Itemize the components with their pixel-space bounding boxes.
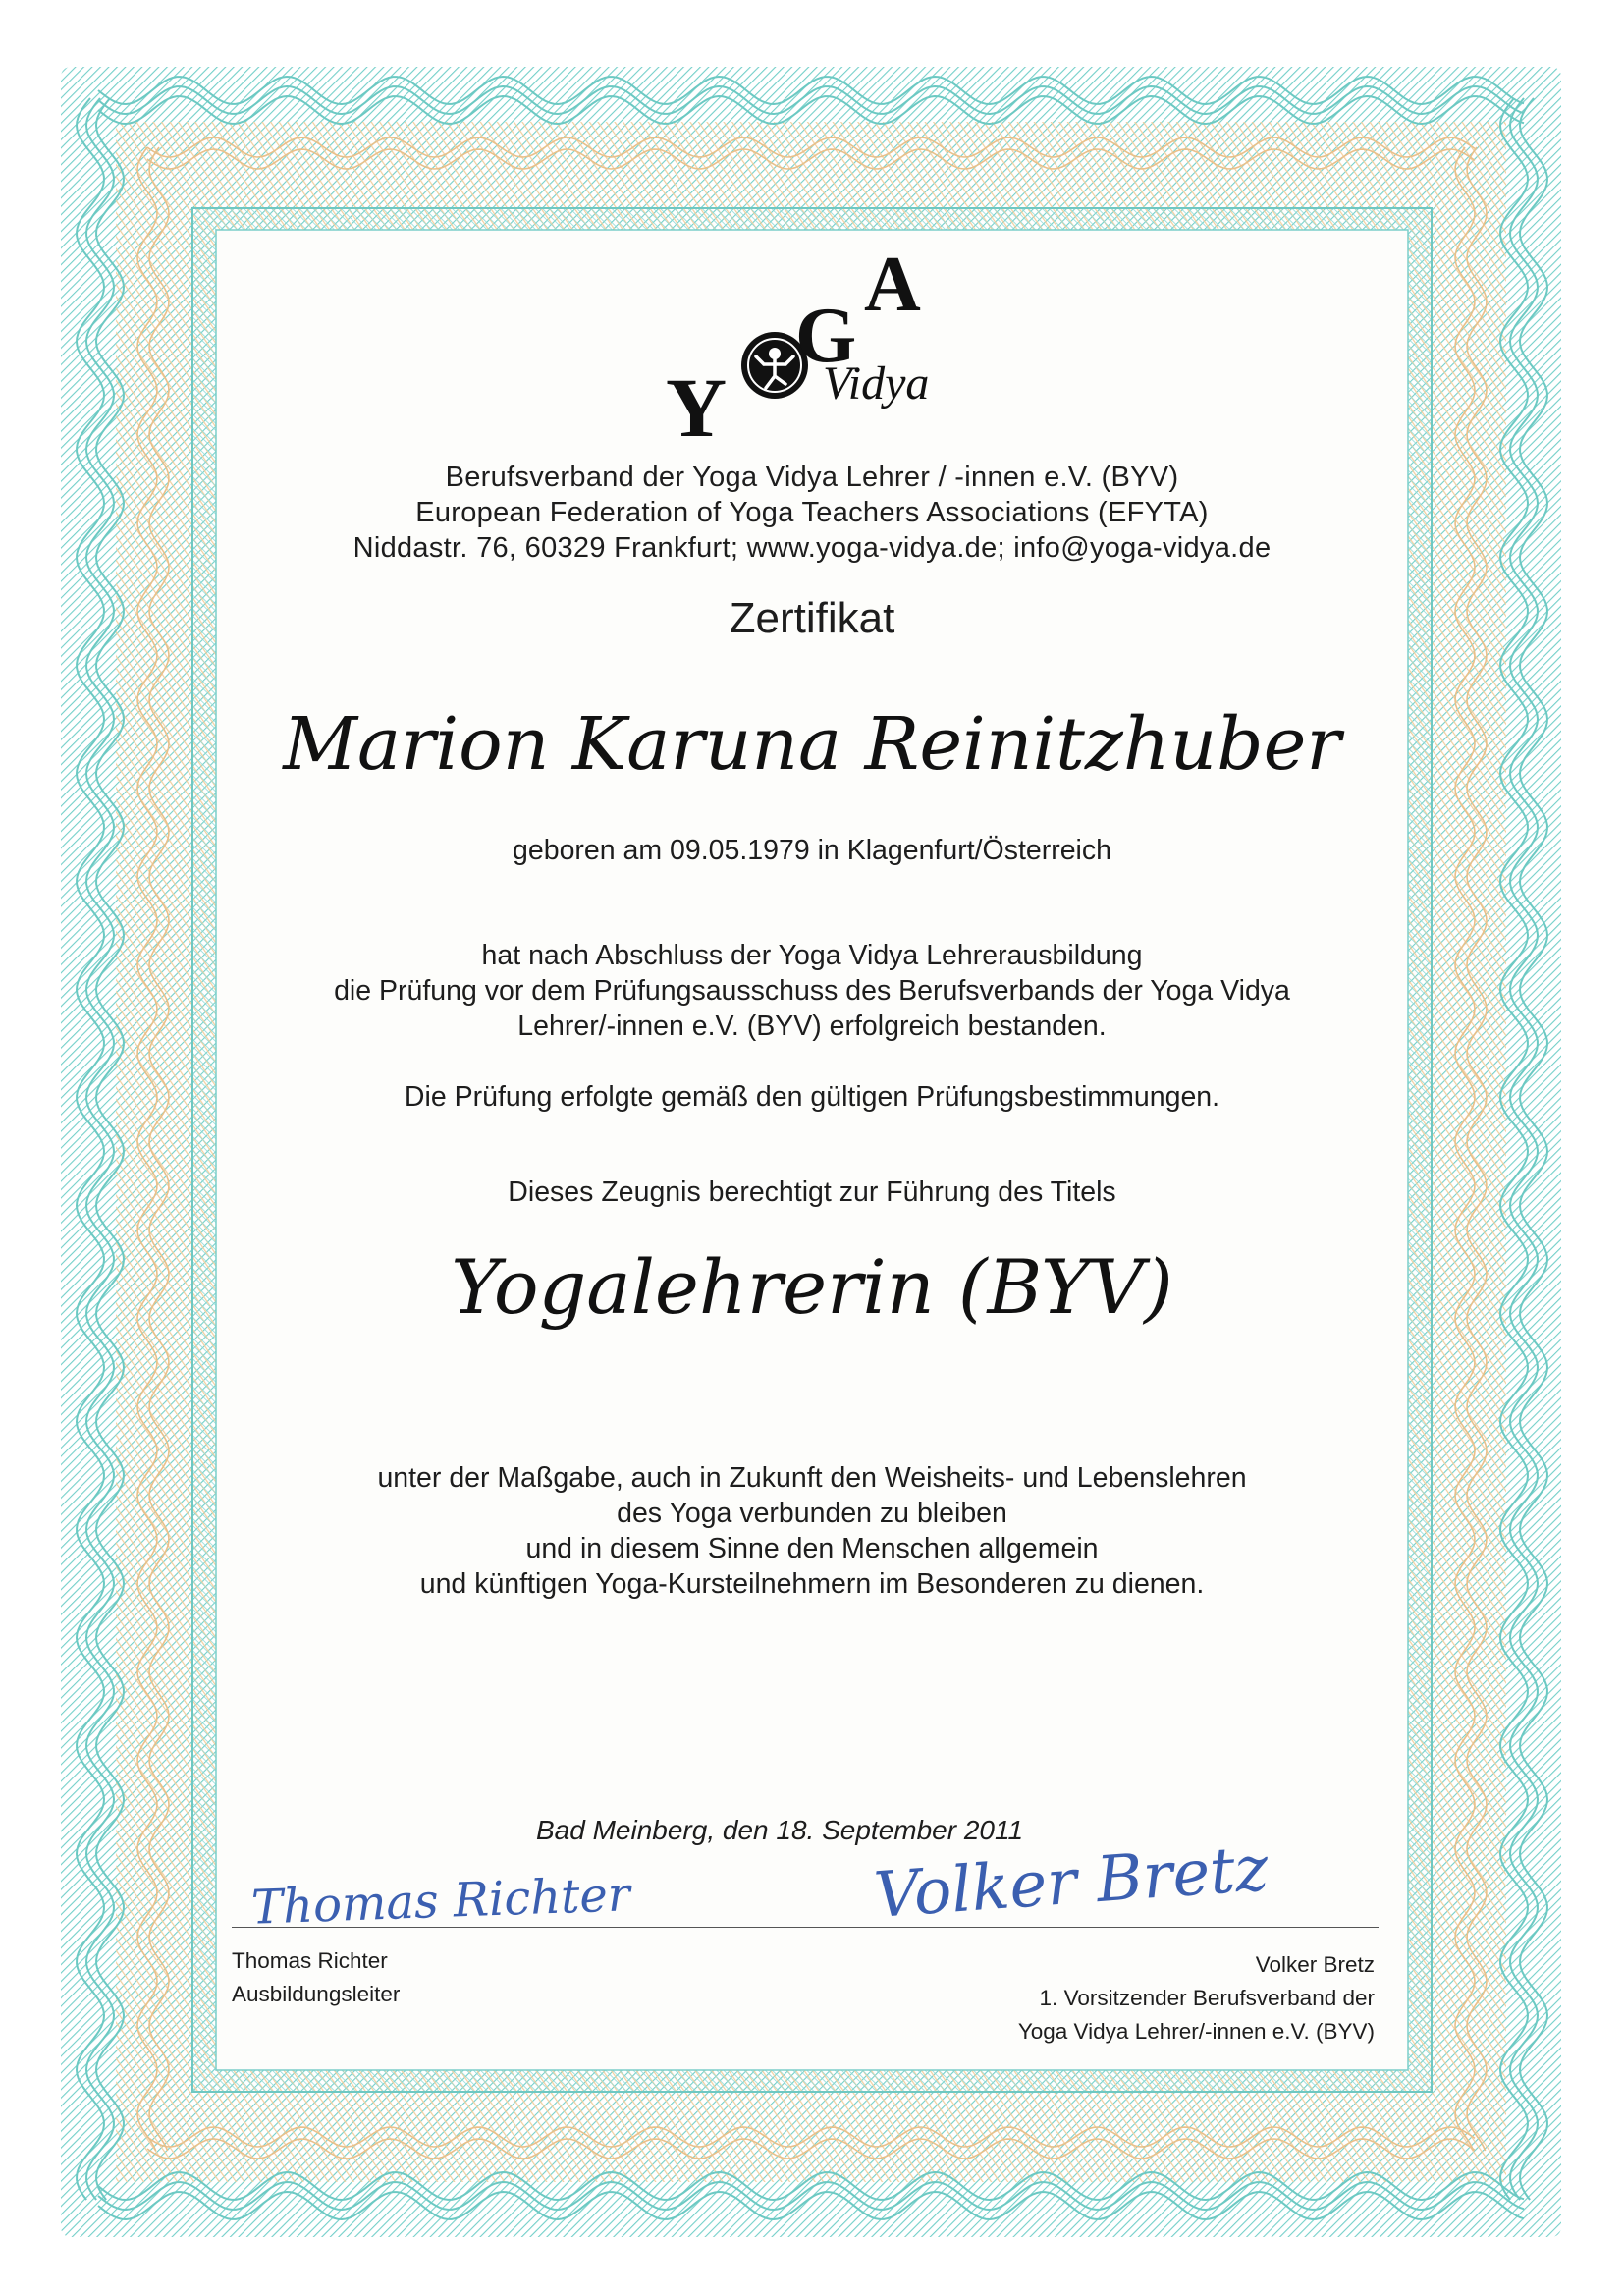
birth-info: geboren am 09.05.1979 in Klagenfurt/Österreich (513, 835, 1111, 866)
signature-volker-bretz: Volker Bretz (871, 1832, 1271, 1933)
signatory-right (1018, 1948, 1375, 2049)
signatory-left-role: Ausbildungsleiter (232, 1982, 401, 2006)
logo-letter-a: A (864, 242, 921, 328)
title-entitlement-text: Dieses Zeugnis berechtigt zur Führung des Titels (508, 1176, 1116, 1208)
signatory-left (232, 1944, 400, 2011)
signatory-left-name: Thomas Richter (232, 1948, 388, 1973)
logo-letter-g: G (795, 293, 857, 379)
place-date: Bad Meinberg, den 18. September 2011 (536, 1815, 1024, 1845)
signatory-right-role-line1: 1. Vorsitzender Berufsverband der (1039, 1986, 1375, 2010)
obligation-text-line: und künftigen Yoga-Kursteilnehmern im Besonderen zu dienen. (419, 1568, 1205, 1600)
signature-thomas-richter: Thomas Richter (250, 1867, 631, 1936)
recipient-name: Marion Karuna Reinitzhuber (283, 702, 1341, 787)
exam-text-line: Lehrer/-innen e.V. (BYV) erfolgreich bestanden. (517, 1011, 1107, 1042)
org-address-line: Niddastr. 76, 60329 Frankfurt; www.yoga-vidya.de; info@yoga-vidya.de (352, 532, 1272, 564)
org-name-line: Berufsverband der Yoga Vidya Lehrer / -innen e.V. (BYV) (445, 462, 1179, 493)
signatory-right-name: Volker Bretz (1255, 1952, 1375, 1977)
logo-word-vidya: Vidya (823, 357, 930, 410)
signatory-right-role-line2: Yoga Vidya Lehrer/-innen e.V. (BYV) (1017, 2019, 1375, 2044)
certificate-heading: Zertifikat (729, 594, 895, 642)
obligation-text-line: des Yoga verbunden zu bleiben (617, 1498, 1007, 1529)
awarded-title: Yogalehrerin (BYV) (451, 1243, 1173, 1331)
logo-letter-y: Y (666, 360, 728, 455)
yoga-vidya-logo (648, 241, 982, 455)
exam-text-line: hat nach Abschluss der Yoga Vidya Lehrerausbildung (481, 940, 1143, 971)
org-federation-line: European Federation of Yoga Teachers Associations (EFYTA) (415, 497, 1209, 528)
obligation-text-line: unter der Maßgabe, auch in Zukunft den Weisheits- und Lebenslehren (377, 1462, 1247, 1494)
exam-text-line: die Prüfung vor dem Prüfungsausschuss des Berufsverbands der Yoga Vidya (334, 975, 1290, 1007)
exam-rules-text: Die Prüfung erfolgte gemäß den gültigen Prüfungsbestimmungen. (404, 1081, 1220, 1113)
obligation-text-line: und in diesem Sinne den Menschen allgemein (525, 1533, 1099, 1564)
